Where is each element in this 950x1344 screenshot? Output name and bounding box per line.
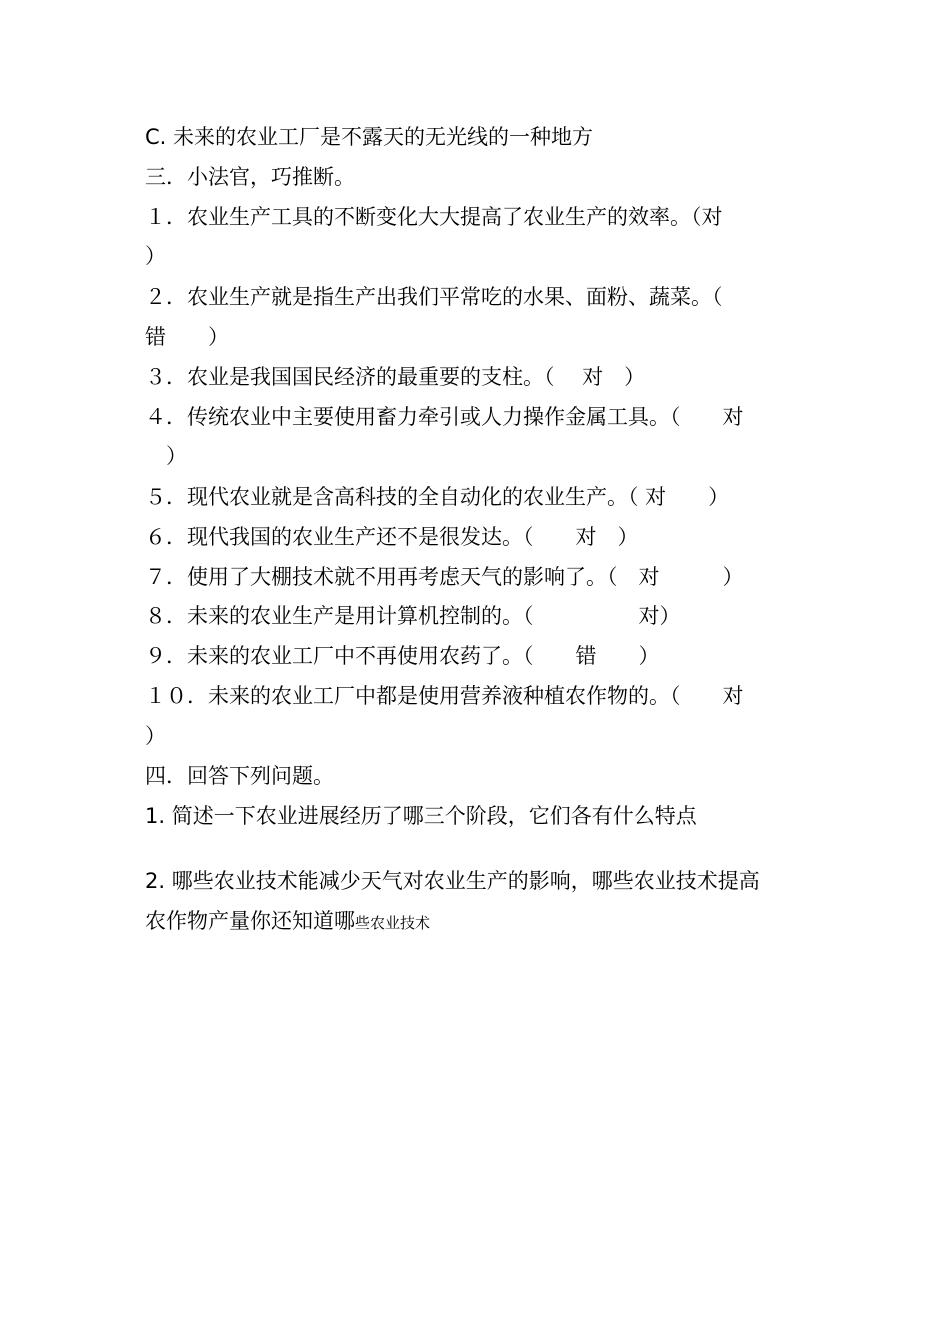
question-8: ８．未来的农业生产是用计算机控制的。（ 对） (145, 604, 681, 628)
question-5: ５．现代农业就是含高科技的全自动化的农业生产。（ 对 ） (145, 485, 730, 509)
section-3-title: 三．小法官，巧推断。 (145, 165, 355, 189)
question-2-line-1: ２．农业生产就是指生产出我们平常吃的水果、面粉、蔬菜。（ (145, 285, 723, 309)
question-1-line-1: １．农业生产工具的不断变化大大提高了农业生产的效率。（对 (145, 205, 723, 229)
question-1-line-2: ） (145, 244, 166, 268)
question-4-line-1: ４．传统农业中主要使用畜力牵引或人力操作金属工具。（ 对 (145, 405, 744, 429)
section-4-question-1: 1. 简述一下农业进展经历了哪三个阶段，它们各有什么特点 (145, 804, 697, 828)
question-3: ３．农业是我国国民经济的最重要的支柱。（ 对 ） (145, 365, 646, 389)
question-10-line-2: ） (145, 724, 166, 748)
section-4-title: 四．回答下列问题。 (145, 764, 334, 788)
section-4-question-2-line-2 (145, 908, 810, 936)
question-6: ６．现代我国的农业生产还不是很发达。（ 对 ） (145, 525, 639, 549)
section-4-question-2-line-1: 2. 哪些农业技术能减少天气对农业生产的影响，哪些农业技术提高 (145, 869, 760, 893)
question-2-line-2-main: 农作物产量你还知道哪 (145, 909, 355, 933)
choice-c: C. 未来的农业工厂是不露天的无光线的一种地方 (145, 125, 594, 149)
question-9: ９．未来的农业工厂中不再使用农药了。（ 错 ） (145, 644, 660, 668)
question-4-line-2: ） (145, 444, 187, 468)
question-2-line-2: 错 ） (145, 325, 229, 349)
question-7: ７．使用了大棚技术就不用再考虑天气的影响了。（ 对 ） (145, 565, 744, 589)
question-10-line-1: １０．未来的农业工厂中都是使用营养液种植农作物的。（ 对 (145, 684, 744, 708)
question-2-line-2-small: 些农业技术 (355, 914, 431, 932)
